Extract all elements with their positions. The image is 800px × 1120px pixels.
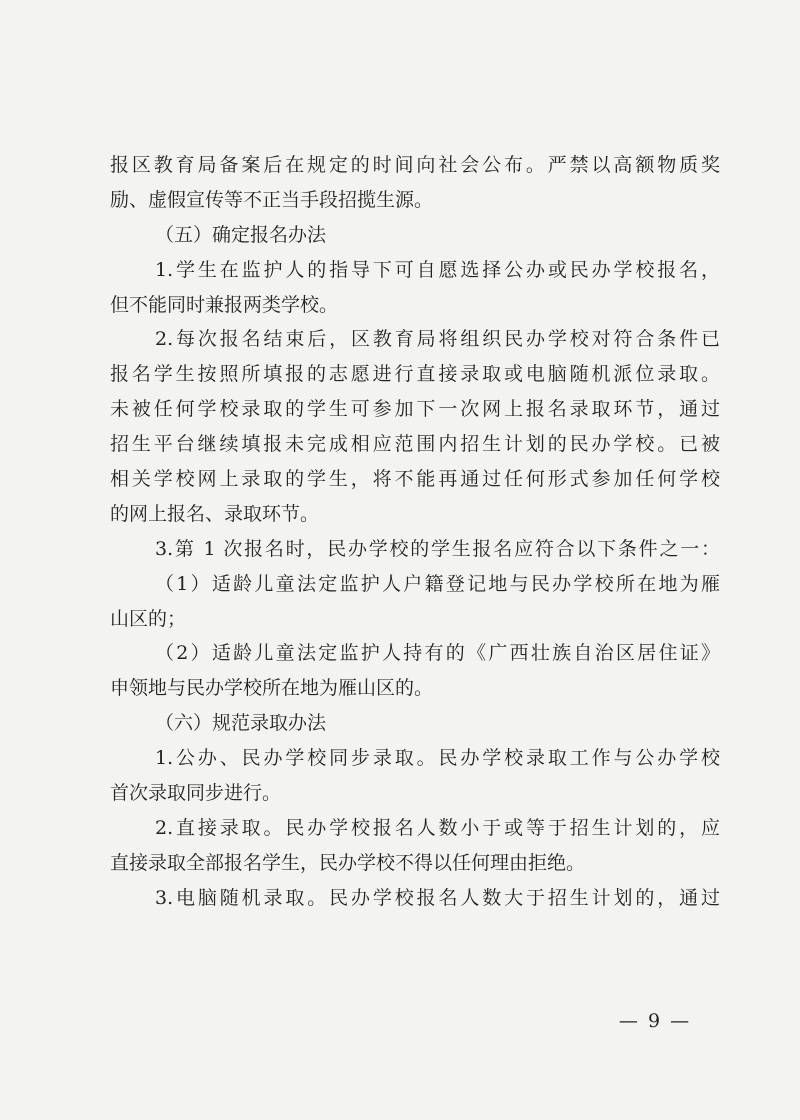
text-line: （六）规范录取办法 — [155, 712, 327, 735]
text-line: 3.第 1 次报名时，民办学校的学生报名应符合以下条件之一： — [155, 537, 720, 560]
text-line: 励、虚假宣传等不正当手段招揽生源。 — [110, 188, 434, 211]
text-line: 直接录取全部报名学生，民办学校不得以任何理由拒绝。 — [110, 851, 586, 874]
text-line: 首次录取同步进行。 — [110, 782, 282, 805]
text-line: （1）适龄儿童法定监护人户籍登记地与民办学校所在地为雁 — [155, 572, 720, 595]
text-line: 2.每次报名结束后，区教育局将组织民办学校对符合条件已 — [155, 328, 720, 351]
text-line: 的网上报名、录取环节。 — [110, 502, 320, 525]
text-line: 但不能同时兼报两类学校。 — [110, 293, 339, 316]
text-line: 1.公办、民办学校同步录取。民办学校录取工作与公办学校 — [155, 747, 720, 770]
text-line: 申领地与民办学校所在地为雁山区的。 — [110, 677, 434, 700]
text-line: 报名学生按照所填报的志愿进行直接录取或电脑随机派位录取。 — [110, 363, 720, 386]
text-line: 报区教育局备案后在规定的时间向社会公布。严禁以高额物质奖 — [110, 154, 720, 176]
text-line: （五）确定报名办法 — [155, 223, 327, 246]
document-body — [110, 148, 720, 916]
text-line: 招生平台继续填报未完成相应范围内招生计划的民办学校。已被 — [110, 433, 720, 456]
text-line: 2.直接录取。民办学校报名人数小于或等于招生计划的，应 — [155, 816, 720, 839]
text-line: 1.学生在监护人的指导下可自愿选择公办或民办学校报名， — [155, 258, 720, 281]
text-line: （2）适龄儿童法定监护人持有的《广西壮族自治区居住证》 — [155, 642, 720, 665]
text-line: 相关学校网上录取的学生，将不能再通过任何形式参加任何学校 — [110, 468, 720, 491]
text-line: 3.电脑随机录取。民办学校报名人数大于招生计划的，通过 — [155, 886, 720, 909]
page-number: — 9 — — [618, 1010, 692, 1032]
text-line: 山区的； — [110, 607, 187, 630]
text-line: 未被任何学校录取的学生可参加下一次网上报名录取环节，通过 — [110, 398, 720, 421]
